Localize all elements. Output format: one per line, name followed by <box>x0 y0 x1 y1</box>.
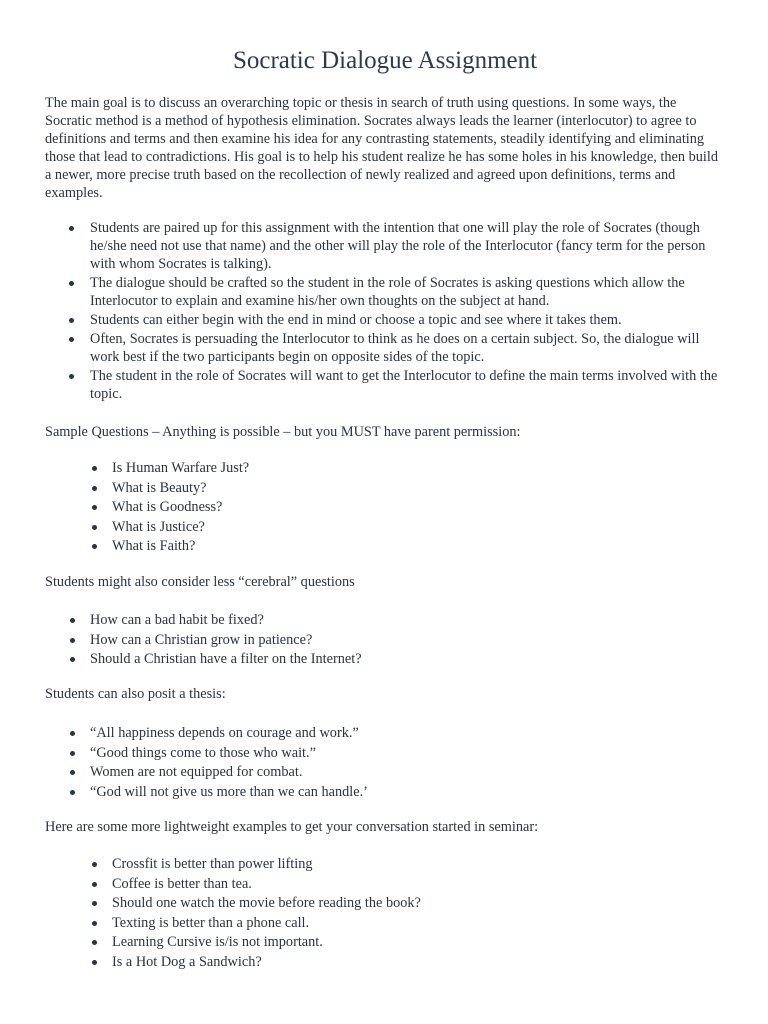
list-item: “Good things come to those who wait.” <box>90 744 690 762</box>
list-item: Often, Socrates is persuading the Interlocutor to think as he does on a certain subject. So, the dialogue will work best if the two participants begin on opposite sides of the topic. <box>90 330 725 366</box>
list-item: Learning Cursive is/is not important. <box>112 933 712 951</box>
list-item: How can a bad habit be fixed? <box>90 611 690 629</box>
sample-questions-heading: Sample Questions – Anything is possible – but you MUST have parent permission: <box>45 424 521 440</box>
sample-questions-list <box>112 459 712 557</box>
intro-paragraph: The main goal is to discuss an overarching topic or thesis in search of truth using questions. In some ways, the Socratic method is a method of hypothesis elimination. Socrates always leads the learner (interlocutor) to agree to definitions and terms and then examine his idea for any contrasting statements, steadily identifying and eliminating those that lead to contradictions. His goal is to help his student realize he has some holes in his knowledge, then build a newer, more precise truth based on the recollection of newly realized and agreed upon definitions, terms and examples. <box>45 95 719 201</box>
less-cerebral-heading: Students might also consider less “cerebral” questions <box>45 574 355 590</box>
list-item: Is Human Warfare Just? <box>112 459 712 477</box>
lightweight-heading: Here are some more lightweight examples to get your conversation started in seminar: <box>45 819 539 835</box>
list-item: What is Goodness? <box>112 498 712 516</box>
list-item: Should one watch the movie before reading the book? <box>112 894 712 912</box>
list-item: How can a Christian grow in patience? <box>90 631 690 649</box>
list-item: The dialogue should be crafted so the student in the role of Socrates is asking questions which allow the Interlocutor to explain and examine his/her own thoughts on the subject at hand. <box>90 274 725 310</box>
lightweight-list <box>112 855 712 972</box>
list-item: Students are paired up for this assignment with the intention that one will play the role of Socrates (though he/she need not use that name) and the other will play the role of the Interlocutor (fancy term for the person with whom Socrates is talking). <box>90 219 725 273</box>
list-item: Should a Christian have a filter on the Internet? <box>90 650 690 668</box>
list-item: Crossfit is better than power lifting <box>112 855 712 873</box>
less-cerebral-list <box>90 611 690 670</box>
list-item: “God will not give us more than we can handle.’ <box>90 783 690 801</box>
list-item: What is Beauty? <box>112 479 712 497</box>
thesis-list <box>90 724 690 802</box>
page-title: Socratic Dialogue Assignment <box>232 47 538 74</box>
list-item: What is Faith? <box>112 537 712 555</box>
list-item: Women are not equipped for combat. <box>90 763 690 781</box>
list-item: Is a Hot Dog a Sandwich? <box>112 953 712 971</box>
list-item: What is Justice? <box>112 518 712 536</box>
list-item: The student in the role of Socrates will want to get the Interlocutor to define the main terms involved with the topic. <box>90 367 725 403</box>
guidelines-list <box>90 219 725 404</box>
list-item: Coffee is better than tea. <box>112 875 712 893</box>
list-item: Students can either begin with the end in mind or choose a topic and see where it takes them. <box>90 311 725 329</box>
list-item: Texting is better than a phone call. <box>112 914 712 932</box>
list-item: “All happiness depends on courage and work.” <box>90 724 690 742</box>
thesis-heading: Students can also posit a thesis: <box>45 686 226 702</box>
